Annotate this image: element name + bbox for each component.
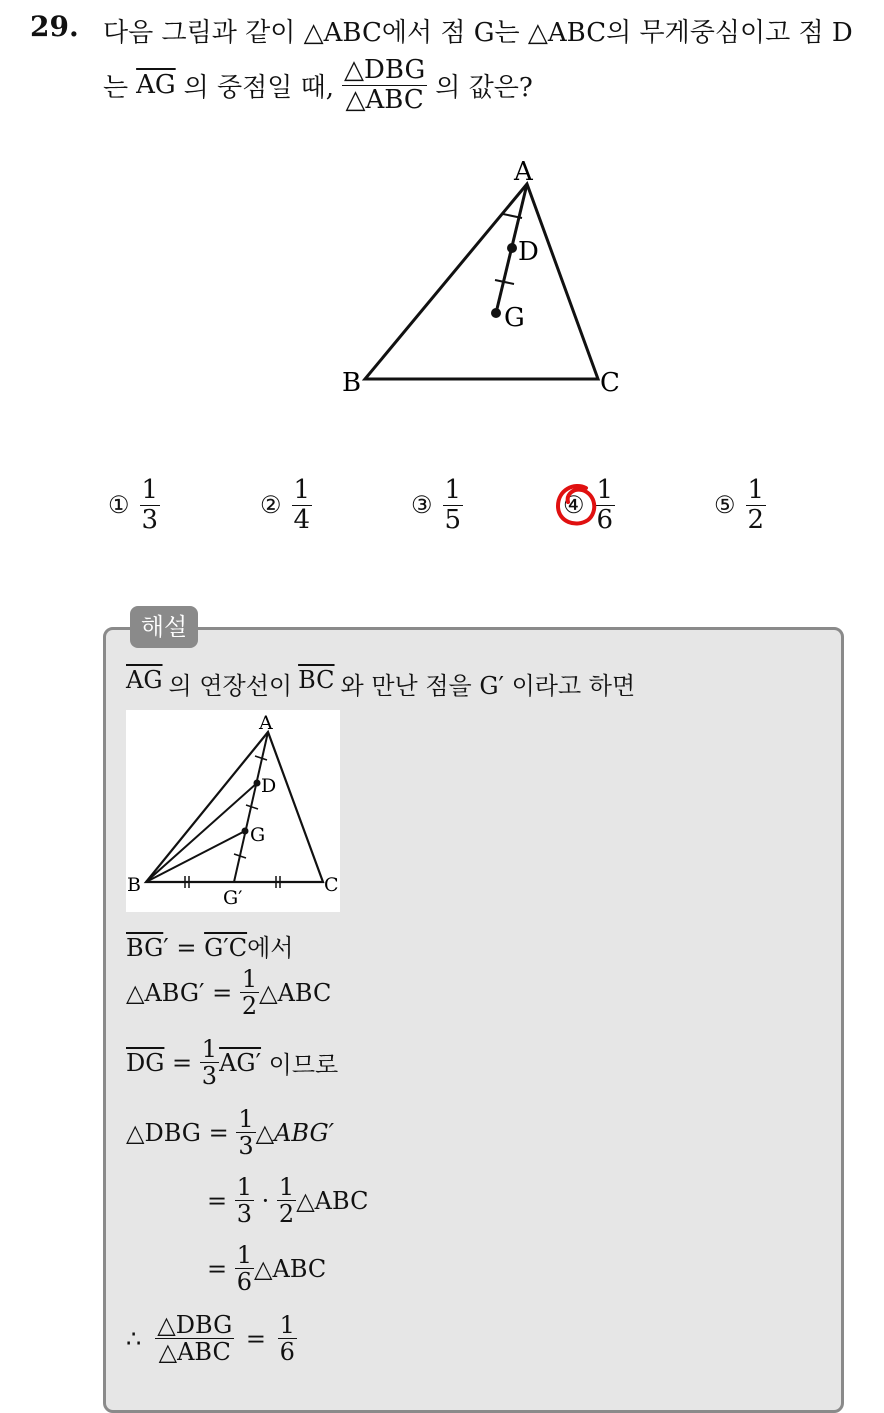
- fraction: $\frac{1}{2}$: [278, 1173, 295, 1229]
- ratio-fraction: $\frac{\text{△DBG}}{\text{△ABC}}$: [157, 1311, 233, 1367]
- equation-lhs: △ABG′ =: [126, 978, 240, 1007]
- solution-eq-5: [207, 1174, 368, 1228]
- equals: =: [238, 1324, 274, 1353]
- label-c: C: [324, 874, 339, 896]
- equation-rhs: △ABC: [296, 1186, 369, 1215]
- ratio-fraction: [342, 56, 427, 114]
- label-b: B: [127, 874, 141, 896]
- solution-eq-1: [126, 928, 293, 963]
- equals: =: [207, 1254, 235, 1283]
- choice-2[interactable]: [260, 476, 312, 534]
- fraction: $\frac{1}{6}$: [279, 1311, 295, 1367]
- equation-rhs: △ABG′: [255, 1118, 335, 1147]
- selected-answer-mark: [552, 480, 602, 530]
- fraction-denominator: △ABC: [342, 85, 427, 115]
- therefore-symbol: ∴: [126, 1324, 142, 1353]
- equals: =: [207, 1186, 235, 1215]
- label-g: G: [250, 824, 266, 846]
- equation-rhs: △ABC: [259, 978, 332, 1007]
- choice-fraction: $\frac{1}{2}$: [747, 475, 765, 535]
- solution-eq-6: [207, 1242, 326, 1296]
- fraction: $\frac{1}{3}$: [236, 1173, 253, 1229]
- segment-gc: G′C: [204, 934, 248, 962]
- label-g: G: [504, 303, 525, 333]
- label-d: D: [518, 237, 539, 267]
- point-g: [491, 308, 501, 318]
- equation-lhs: △DBG =: [126, 1118, 237, 1147]
- question-text: 는: [103, 72, 129, 103]
- choice-5[interactable]: [714, 476, 766, 534]
- choice-marker: ①: [108, 491, 130, 520]
- prime: ′: [163, 934, 169, 962]
- question-line-1: 다음 그림과 같이 △ABC에서 점 G는 △ABC의 무게중심이고 점 D: [103, 18, 853, 48]
- solution-tag: 해설: [130, 606, 198, 648]
- solution-eq-7: [126, 1312, 297, 1366]
- label-g-prime: G′: [223, 887, 243, 909]
- triangle-abc: [365, 184, 598, 379]
- equation-rhs: △ABC: [254, 1254, 327, 1283]
- choice-fraction: $\frac{1}{6}$: [596, 475, 614, 535]
- solution-text: 이므로: [261, 1051, 339, 1080]
- point-d: [507, 243, 517, 253]
- choice-fraction: $\frac{1}{4}$: [293, 475, 311, 535]
- equals: =: [168, 934, 205, 962]
- fraction: $\frac{1}{3}$: [238, 1105, 254, 1161]
- segment-bg: $\overline{BG}$: [126, 934, 164, 962]
- solution-figure: [126, 710, 340, 912]
- question-text: 의 값은?: [435, 72, 533, 103]
- equals: =: [164, 1048, 200, 1077]
- choice-marker: ③: [411, 491, 433, 520]
- segment-ag-prime: AG′: [219, 1048, 262, 1077]
- solution-eq-4: [126, 1106, 334, 1160]
- label-d: D: [261, 775, 277, 797]
- solution-text: 의 연장선이: [168, 672, 293, 700]
- segment-ag: $\overline{AG}$: [126, 666, 163, 694]
- solution-text: 에서: [247, 934, 294, 962]
- choice-3[interactable]: [411, 476, 463, 534]
- choice-marker: ④: [563, 491, 585, 520]
- segment-ag: $\overline{AG}$: [136, 70, 176, 101]
- choice-fraction: $\frac{1}{5}$: [444, 475, 462, 535]
- label-c: C: [600, 368, 620, 398]
- question-text: 의 중점일 때,: [183, 72, 335, 103]
- segment-dg: $\overline{DG}$: [126, 1048, 165, 1077]
- choice-1[interactable]: [108, 476, 160, 534]
- choice-marker: ⑤: [714, 491, 736, 520]
- fraction: $\frac{1}{6}$: [236, 1241, 253, 1297]
- solution-text: 와 만난 점을 G′ 이라고 하면: [340, 672, 636, 700]
- label-b: B: [342, 368, 362, 398]
- solution-eq-3: [126, 1036, 338, 1090]
- label-a: A: [514, 157, 533, 187]
- fraction: $\frac{1}{3}$: [201, 1035, 218, 1091]
- solution-eq-2: [126, 966, 331, 1020]
- segment-bc: $\overline{BC}$: [298, 666, 335, 694]
- triangle-figure: [330, 150, 630, 400]
- fraction: $\frac{1}{2}$: [241, 965, 258, 1021]
- times-dot: ·: [254, 1186, 277, 1215]
- question-line-2: [103, 56, 533, 114]
- fraction-numerator: △DBG: [344, 55, 426, 85]
- solution-line-1: [126, 666, 635, 701]
- choice-fraction: $\frac{1}{3}$: [141, 475, 159, 535]
- label-a: A: [259, 712, 273, 734]
- point-g: [242, 828, 249, 835]
- choice-marker: ②: [260, 491, 282, 520]
- question-number: 29.: [30, 10, 79, 43]
- point-d: [254, 780, 261, 787]
